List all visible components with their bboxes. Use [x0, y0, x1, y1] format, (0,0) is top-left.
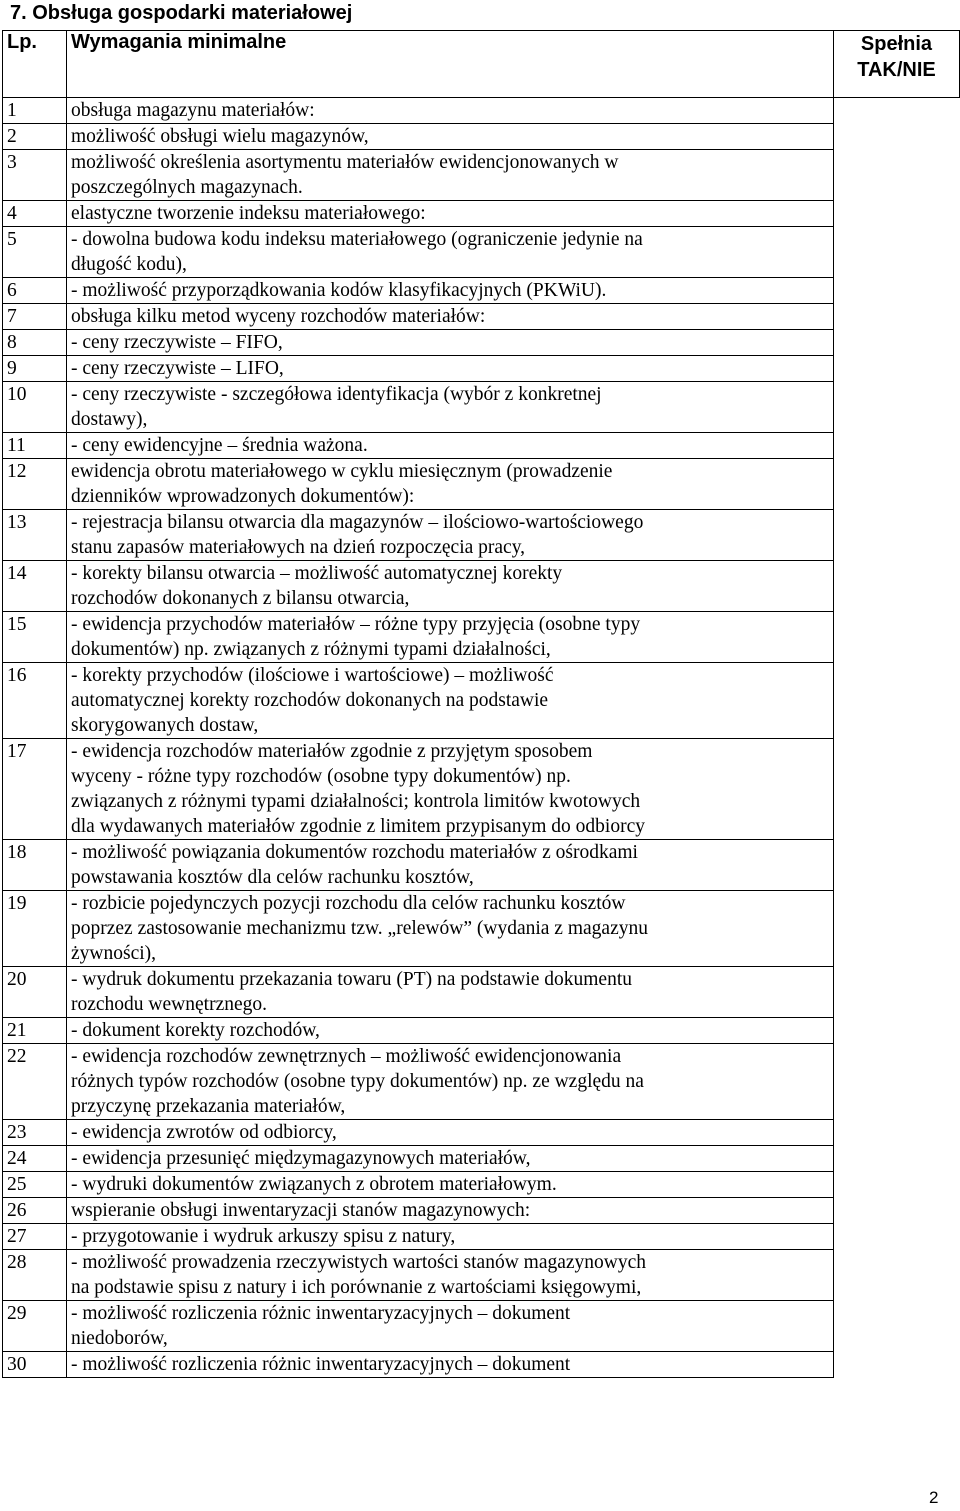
requirements-table [2, 30, 960, 1378]
header-meets-line1: Spełnia [860, 33, 933, 55]
row-number: 24 [3, 1146, 67, 1172]
row-number: 25 [3, 1172, 67, 1198]
requirement-line: różnych typów rozchodów (osobne typy dokumentów) np. ze względu na [71, 1071, 644, 1092]
table-row [3, 1018, 960, 1044]
row-number: 7 [3, 304, 67, 330]
table-row [3, 1224, 960, 1250]
table-row [3, 1250, 960, 1301]
table-row [3, 1198, 960, 1224]
row-number: 27 [3, 1224, 67, 1250]
requirement-text [67, 433, 834, 459]
table-row [3, 612, 960, 663]
table-row [3, 1301, 960, 1352]
requirement-text [67, 98, 834, 124]
row-number: 17 [3, 739, 67, 840]
row-number: 28 [3, 1250, 67, 1301]
requirement-text [67, 1172, 834, 1198]
requirement-line: stanu zapasów materiałowych na dzień rozpoczęcia pracy, [71, 537, 526, 558]
requirement-line: - ewidencja przychodów materiałów – różne typy przyjęcia (osobne typy [71, 614, 641, 635]
table-row [3, 98, 960, 124]
row-number: 29 [3, 1301, 67, 1352]
row-number: 5 [3, 227, 67, 278]
requirement-line: wyceny - różne typy rozchodów (osobne typy dokumentów) np. [71, 766, 571, 787]
row-number: 19 [3, 891, 67, 967]
row-number: 23 [3, 1120, 67, 1146]
row-number: 10 [3, 382, 67, 433]
table-row [3, 201, 960, 227]
requirement-line: rozchodów dokonanych z bilansu otwarcia, [71, 588, 410, 609]
row-number: 2 [3, 124, 67, 150]
requirement-line: wspieranie obsługi inwentaryzacji stanów magazynowych: [71, 1200, 531, 1221]
table-row [3, 304, 960, 330]
requirement-line: poprzez zastosowanie mechanizmu tzw. „relewów” (wydania z magazynu [71, 918, 648, 939]
requirement-text [67, 124, 834, 150]
row-number: 26 [3, 1198, 67, 1224]
header-meets-line2: TAK/NIE [857, 59, 936, 81]
table-body [3, 98, 960, 1378]
table-row [3, 1044, 960, 1120]
requirement-line: dostawy), [71, 409, 148, 430]
requirement-line: związanych z różnymi typami działalności; kontrola limitów kwotowych [71, 791, 641, 812]
requirement-text [67, 561, 834, 612]
table-row [3, 382, 960, 433]
row-number: 16 [3, 663, 67, 739]
header-meets [834, 31, 960, 98]
table-row [3, 459, 960, 510]
requirement-line: - możliwość rozliczenia różnic inwentaryzacyjnych – dokument [71, 1354, 571, 1375]
requirement-line: obsługa kilku metod wyceny rozchodów materiałów: [71, 306, 486, 327]
header-requirements: Wymagania minimalne [67, 31, 834, 98]
requirement-line: - możliwość przyporządkowania kodów klasyfikacyjnych (PKWiU). [71, 280, 607, 301]
table-row [3, 227, 960, 278]
row-number: 1 [3, 98, 67, 124]
requirement-text [67, 304, 834, 330]
requirement-line: - wydruki dokumentów związanych z obrotem materiałowym. [71, 1174, 557, 1195]
requirement-line: - ceny rzeczywiste – FIFO, [71, 332, 283, 353]
requirement-text [67, 1224, 834, 1250]
requirement-text [67, 382, 834, 433]
row-number: 12 [3, 459, 67, 510]
table-row [3, 663, 960, 739]
requirement-text [67, 510, 834, 561]
row-number: 9 [3, 356, 67, 382]
table-row [3, 510, 960, 561]
row-number: 18 [3, 840, 67, 891]
requirement-line: - ceny ewidencyjne – średnia ważona. [71, 435, 368, 456]
table-row [3, 739, 960, 840]
requirement-text [67, 967, 834, 1018]
requirement-text [67, 1352, 834, 1378]
requirement-line: - ewidencja rozchodów materiałów zgodnie z przyjętym sposobem [71, 741, 593, 762]
row-number: 8 [3, 330, 67, 356]
requirement-line: - wydruk dokumentu przekazania towaru (PT) na podstawie dokumentu [71, 969, 633, 990]
row-number: 15 [3, 612, 67, 663]
requirement-line: - ceny rzeczywiste - szczegółowa identyfikacja (wybór z konkretnej [71, 384, 602, 405]
requirement-text [67, 739, 834, 840]
requirement-line: - przygotowanie i wydruk arkuszy spisu z natury, [71, 1226, 456, 1247]
section-title: 7. Obsługa gospodarki materiałowej [10, 2, 353, 24]
requirement-text [67, 227, 834, 278]
requirement-text [67, 891, 834, 967]
requirement-text [67, 1146, 834, 1172]
requirement-line: dla wydawanych materiałów zgodnie z limitem przypisanym do odbiorcy [71, 816, 646, 837]
requirement-text [67, 1044, 834, 1120]
requirement-line: obsługa magazynu materiałów: [71, 100, 315, 121]
table-row [3, 330, 960, 356]
requirement-text [67, 1120, 834, 1146]
table-row [3, 1352, 960, 1378]
page-number: 2 [929, 1488, 939, 1507]
requirement-line: powstawania kosztów dla celów rachunku kosztów, [71, 867, 474, 888]
requirement-line: możliwość obsługi wielu magazynów, [71, 126, 369, 147]
requirement-line: - korekty przychodów (ilościowe i wartościowe) – możliwość [71, 665, 554, 686]
row-number: 20 [3, 967, 67, 1018]
requirement-line: - dokument korekty rozchodów, [71, 1020, 320, 1041]
requirement-line: dokumentów) np. związanych z różnymi typami działalności, [71, 639, 551, 660]
requirement-line: rozchodu wewnętrznego. [71, 994, 267, 1015]
requirement-line: na podstawie spisu z natury i ich porównanie z wartościami księgowymi, [71, 1277, 642, 1298]
requirement-line: - możliwość prowadzenia rzeczywistych wartości stanów magazynowych [71, 1252, 647, 1273]
table-row [3, 278, 960, 304]
requirement-line: żywności), [71, 943, 157, 964]
requirement-line: - dowolna budowa kodu indeksu materiałowego (ograniczenie jedynie na [71, 229, 643, 250]
requirement-line: przyczynę przekazania materiałów, [71, 1096, 346, 1117]
table-row [3, 1120, 960, 1146]
row-number: 3 [3, 150, 67, 201]
requirement-line: - możliwość powiązania dokumentów rozchodu materiałów z ośrodkami [71, 842, 638, 863]
table-row [3, 1146, 960, 1172]
requirement-line: elastyczne tworzenie indeksu materiałowego: [71, 203, 426, 224]
requirement-text [67, 1198, 834, 1224]
requirement-text [67, 1301, 834, 1352]
table-row [3, 150, 960, 201]
requirement-text [67, 612, 834, 663]
requirement-line: możliwość określenia asortymentu materiałów ewidencjonowanych w [71, 152, 619, 173]
requirement-line: - rozbicie pojedynczych pozycji rozchodu dla celów rachunku kosztów [71, 893, 626, 914]
header-lp: Lp. [3, 31, 67, 98]
requirement-line: długość kodu), [71, 254, 187, 275]
requirement-line: - ewidencja rozchodów zewnętrznych – możliwość ewidencjonowania [71, 1046, 622, 1067]
row-number: 13 [3, 510, 67, 561]
requirement-text [67, 663, 834, 739]
table-header-row [3, 31, 960, 98]
requirement-text [67, 840, 834, 891]
requirement-line: - korekty bilansu otwarcia – możliwość automatycznej korekty [71, 563, 563, 584]
table-row [3, 124, 960, 150]
row-number: 21 [3, 1018, 67, 1044]
requirement-line: - ewidencja zwrotów od odbiorcy, [71, 1122, 337, 1143]
table-row [3, 561, 960, 612]
requirement-line: - ceny rzeczywiste – LIFO, [71, 358, 284, 379]
table-row [3, 1172, 960, 1198]
row-number: 14 [3, 561, 67, 612]
row-number: 30 [3, 1352, 67, 1378]
requirement-line: niedoborów, [71, 1328, 168, 1349]
requirement-text [67, 150, 834, 201]
requirement-text [67, 278, 834, 304]
requirement-line: - ewidencja przesunięć międzymagazynowych materiałów, [71, 1148, 531, 1169]
requirement-text [67, 356, 834, 382]
table-row [3, 433, 960, 459]
table-row [3, 891, 960, 967]
row-number: 6 [3, 278, 67, 304]
table-row [3, 356, 960, 382]
requirement-text [67, 459, 834, 510]
table-row [3, 840, 960, 891]
requirement-line: poszczególnych magazynach. [71, 177, 303, 198]
requirement-line: - rejestracja bilansu otwarcia dla magazynów – ilościowo-wartościowego [71, 512, 644, 533]
row-number: 4 [3, 201, 67, 227]
row-number: 22 [3, 1044, 67, 1120]
requirement-text [67, 201, 834, 227]
requirement-text [67, 1018, 834, 1044]
requirement-line: skorygowanych dostaw, [71, 715, 259, 736]
requirement-line: automatycznej korekty rozchodów dokonanych na podstawie [71, 690, 549, 711]
table-row [3, 967, 960, 1018]
requirement-line: - możliwość rozliczenia różnic inwentaryzacyjnych – dokument [71, 1303, 571, 1324]
requirement-text [67, 1250, 834, 1301]
requirement-text [67, 330, 834, 356]
row-number: 11 [3, 433, 67, 459]
requirement-line: dzienników wprowadzonych dokumentów): [71, 486, 415, 507]
requirement-line: ewidencja obrotu materiałowego w cyklu miesięcznym (prowadzenie [71, 461, 613, 482]
